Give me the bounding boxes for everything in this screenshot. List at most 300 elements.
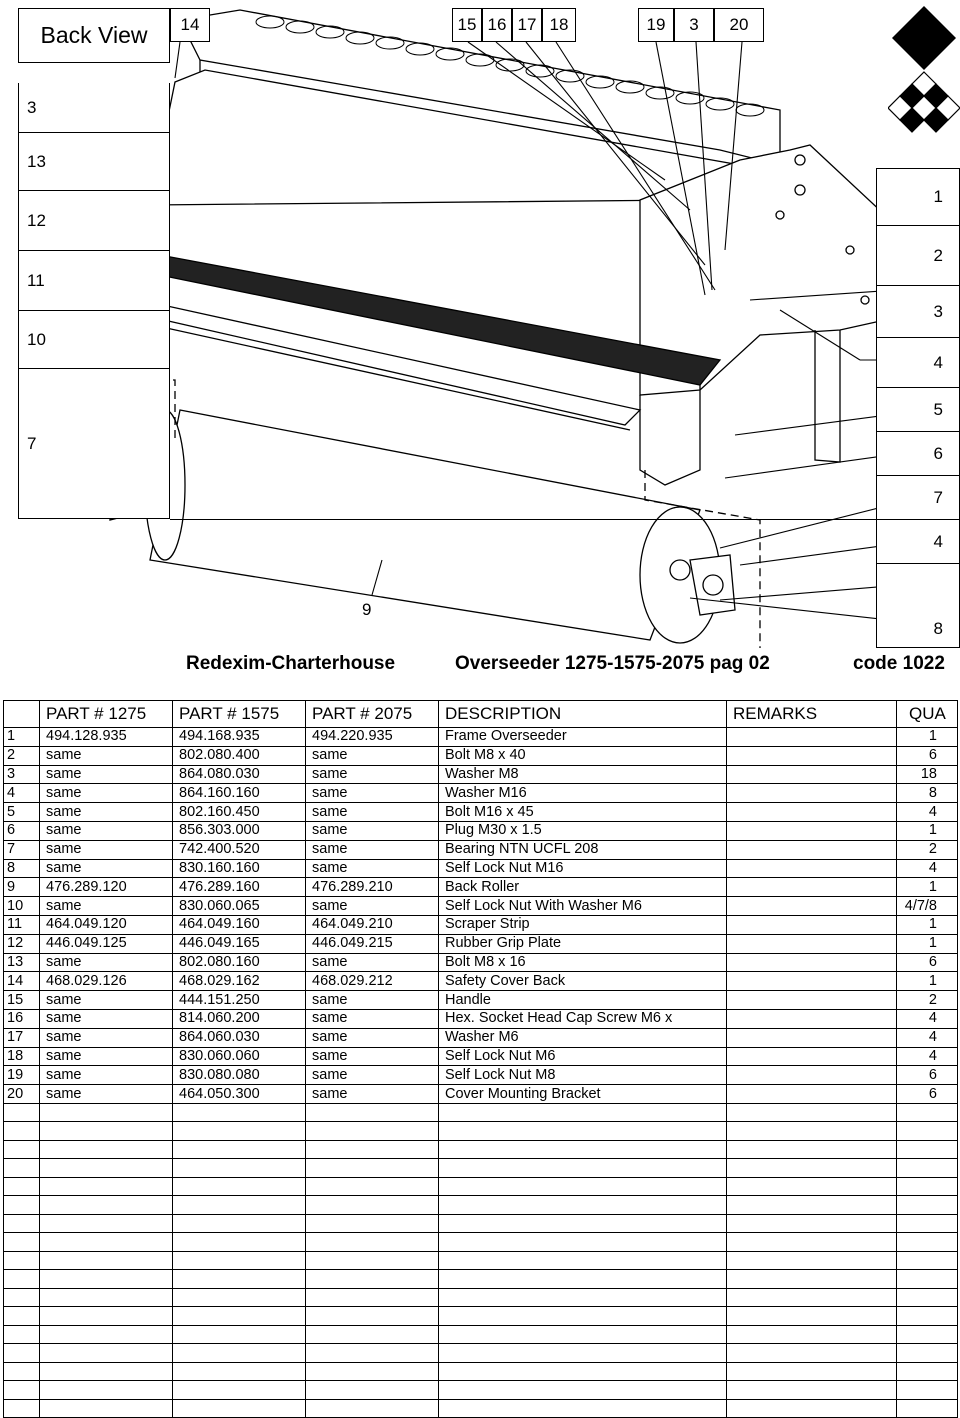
table-cell-p1275: same [40, 1085, 173, 1104]
empty-table-row [4, 1288, 958, 1307]
table-row [4, 1085, 958, 1104]
table-cell-qty: 6 [897, 953, 958, 972]
callout-label: 11 [18, 251, 170, 311]
empty-cell [439, 1122, 727, 1141]
callout-label: 14 [170, 8, 210, 42]
empty-cell [727, 1140, 897, 1159]
table-cell-desc: Washer M16 [439, 784, 727, 803]
empty-cell [4, 1288, 40, 1307]
empty-cell [306, 1122, 439, 1141]
table-cell-remarks [727, 1066, 897, 1085]
empty-cell [173, 1140, 306, 1159]
callout-label: 17 [512, 8, 542, 42]
empty-cell [897, 1270, 958, 1289]
empty-cell [439, 1214, 727, 1233]
empty-cell [306, 1177, 439, 1196]
table-row [4, 915, 958, 934]
empty-cell [897, 1251, 958, 1270]
column-header-number [4, 701, 40, 728]
table-cell-no: 18 [4, 1047, 40, 1066]
empty-cell [897, 1362, 958, 1381]
callout-label: 9 [170, 519, 876, 648]
empty-cell [40, 1399, 173, 1418]
table-cell-remarks [727, 765, 897, 784]
table-cell-p1275: same [40, 840, 173, 859]
table-cell-remarks [727, 953, 897, 972]
empty-table-row [4, 1251, 958, 1270]
table-row [4, 859, 958, 878]
table-cell-desc: Back Roller [439, 878, 727, 897]
empty-cell [306, 1288, 439, 1307]
table-cell-qty: 6 [897, 746, 958, 765]
table-cell-no: 15 [4, 991, 40, 1010]
callout-label: 7 [876, 476, 960, 520]
document-title: Overseeder 1275-1575-2075 pag 02 [455, 653, 770, 674]
document-header [0, 651, 960, 681]
table-cell-remarks [727, 859, 897, 878]
empty-cell [173, 1344, 306, 1363]
table-cell-no: 10 [4, 897, 40, 916]
callout-label: 13 [18, 133, 170, 191]
table-cell-p1275: same [40, 953, 173, 972]
table-row [4, 746, 958, 765]
column-header: PART # 1575 [173, 701, 306, 728]
table-cell-remarks [727, 803, 897, 822]
empty-cell [439, 1251, 727, 1270]
empty-cell [439, 1344, 727, 1363]
empty-table-row [4, 1344, 958, 1363]
table-cell-p2075: same [306, 1066, 439, 1085]
parts-table-body [4, 728, 958, 1418]
document-code: code 1022 [853, 653, 945, 674]
empty-cell [4, 1103, 40, 1122]
empty-cell [727, 1159, 897, 1178]
callout-label: 2 [876, 226, 960, 286]
table-cell-p1575: 864.080.030 [173, 765, 306, 784]
exploded-view-drawing [0, 0, 960, 648]
callout-label: 15 [452, 8, 482, 42]
table-cell-qty: 4/7/8 [897, 897, 958, 916]
empty-cell [439, 1159, 727, 1178]
table-cell-qty: 1 [897, 878, 958, 897]
table-row [4, 765, 958, 784]
empty-cell [727, 1325, 897, 1344]
table-cell-p2075: same [306, 803, 439, 822]
empty-cell [727, 1233, 897, 1252]
callout-label: 20 [714, 8, 764, 42]
table-cell-qty: 4 [897, 1009, 958, 1028]
empty-cell [4, 1362, 40, 1381]
column-header: PART # 2075 [306, 701, 439, 728]
table-cell-p1575: 742.400.520 [173, 840, 306, 859]
table-cell-desc: Self Lock Nut With Washer M6 [439, 897, 727, 916]
table-cell-no: 6 [4, 821, 40, 840]
table-cell-qty: 6 [897, 1066, 958, 1085]
table-cell-desc: Safety Cover Back [439, 972, 727, 991]
table-cell-p1575: 830.060.060 [173, 1047, 306, 1066]
callout-label: 19 [638, 8, 674, 42]
table-cell-desc: Washer M6 [439, 1028, 727, 1047]
table-cell-no: 5 [4, 803, 40, 822]
table-cell-qty: 1 [897, 821, 958, 840]
table-cell-qty: 2 [897, 840, 958, 859]
empty-cell [897, 1159, 958, 1178]
table-row [4, 878, 958, 897]
table-cell-p1275: 464.049.120 [40, 915, 173, 934]
callout-label: 16 [482, 8, 512, 42]
empty-cell [727, 1103, 897, 1122]
empty-cell [897, 1325, 958, 1344]
table-cell-qty: 1 [897, 915, 958, 934]
empty-cell [727, 1251, 897, 1270]
table-row [4, 728, 958, 747]
empty-table-row [4, 1325, 958, 1344]
table-cell-no: 11 [4, 915, 40, 934]
empty-cell [439, 1103, 727, 1122]
table-cell-p1275: same [40, 1047, 173, 1066]
table-cell-p2075: same [306, 991, 439, 1010]
empty-cell [727, 1214, 897, 1233]
column-header: DESCRIPTION [439, 701, 727, 728]
empty-cell [897, 1381, 958, 1400]
table-cell-p2075: same [306, 1028, 439, 1047]
callout-label: 10 [18, 311, 170, 369]
empty-cell [727, 1307, 897, 1326]
table-cell-remarks [727, 746, 897, 765]
table-cell-no: 12 [4, 934, 40, 953]
empty-cell [897, 1307, 958, 1326]
table-cell-p1575: 494.168.935 [173, 728, 306, 747]
table-row [4, 934, 958, 953]
empty-cell [306, 1344, 439, 1363]
table-cell-p1275: same [40, 784, 173, 803]
empty-cell [40, 1307, 173, 1326]
empty-cell [173, 1103, 306, 1122]
table-cell-desc: Self Lock Nut M16 [439, 859, 727, 878]
empty-cell [40, 1159, 173, 1178]
table-cell-p1275: same [40, 746, 173, 765]
table-cell-p1275: 468.029.126 [40, 972, 173, 991]
empty-cell [4, 1399, 40, 1418]
empty-cell [40, 1251, 173, 1270]
empty-cell [173, 1381, 306, 1400]
empty-cell [727, 1399, 897, 1418]
table-cell-desc: Washer M8 [439, 765, 727, 784]
table-cell-remarks [727, 915, 897, 934]
empty-cell [40, 1362, 173, 1381]
table-cell-desc: Handle [439, 991, 727, 1010]
empty-cell [4, 1325, 40, 1344]
table-cell-p1575: 444.151.250 [173, 991, 306, 1010]
table-row [4, 803, 958, 822]
table-cell-no: 17 [4, 1028, 40, 1047]
table-cell-desc: Self Lock Nut M8 [439, 1066, 727, 1085]
empty-cell [306, 1307, 439, 1326]
empty-cell [173, 1233, 306, 1252]
empty-cell [897, 1214, 958, 1233]
table-cell-remarks [727, 1085, 897, 1104]
empty-cell [306, 1196, 439, 1215]
table-cell-p1575: 856.303.000 [173, 821, 306, 840]
table-row [4, 953, 958, 972]
empty-cell [897, 1140, 958, 1159]
empty-cell [439, 1233, 727, 1252]
empty-cell [40, 1214, 173, 1233]
empty-cell [727, 1177, 897, 1196]
table-cell-remarks [727, 784, 897, 803]
column-header: QUA [897, 701, 958, 728]
empty-cell [4, 1381, 40, 1400]
table-cell-remarks [727, 840, 897, 859]
table-cell-remarks [727, 821, 897, 840]
empty-cell [173, 1325, 306, 1344]
table-cell-p2075: 476.289.210 [306, 878, 439, 897]
empty-cell [439, 1270, 727, 1289]
table-cell-p2075: same [306, 784, 439, 803]
callout-label: 4 [876, 520, 960, 564]
table-cell-desc: Bearing NTN UCFL 208 [439, 840, 727, 859]
table-cell-p1275: same [40, 803, 173, 822]
table-cell-p2075: same [306, 953, 439, 972]
table-cell-desc: Bolt M8 x 16 [439, 953, 727, 972]
empty-cell [306, 1325, 439, 1344]
company-logo [888, 4, 960, 134]
table-cell-p2075: same [306, 765, 439, 784]
table-cell-p1275: same [40, 897, 173, 916]
empty-cell [439, 1307, 727, 1326]
table-cell-p2075: same [306, 859, 439, 878]
table-cell-qty: 4 [897, 803, 958, 822]
table-cell-no: 2 [4, 746, 40, 765]
table-cell-qty: 1 [897, 728, 958, 747]
table-row [4, 1066, 958, 1085]
table-cell-p2075: 494.220.935 [306, 728, 439, 747]
table-cell-qty: 6 [897, 1085, 958, 1104]
column-header: REMARKS [727, 701, 897, 728]
empty-cell [40, 1196, 173, 1215]
empty-cell [306, 1362, 439, 1381]
empty-cell [439, 1196, 727, 1215]
table-row [4, 991, 958, 1010]
empty-cell [897, 1122, 958, 1141]
empty-cell [439, 1177, 727, 1196]
table-cell-p1275: same [40, 821, 173, 840]
table-cell-p2075: same [306, 1009, 439, 1028]
table-row [4, 1009, 958, 1028]
table-cell-remarks [727, 878, 897, 897]
table-cell-no: 16 [4, 1009, 40, 1028]
table-cell-p1575: 864.060.030 [173, 1028, 306, 1047]
table-cell-p2075: same [306, 1047, 439, 1066]
callout-label: 3 [876, 286, 960, 338]
empty-cell [4, 1307, 40, 1326]
table-cell-p1275: 476.289.120 [40, 878, 173, 897]
empty-table-row [4, 1270, 958, 1289]
empty-cell [727, 1196, 897, 1215]
empty-cell [727, 1122, 897, 1141]
table-cell-desc: Cover Mounting Bracket [439, 1085, 727, 1104]
empty-cell [897, 1233, 958, 1252]
empty-cell [439, 1362, 727, 1381]
table-cell-p2075: same [306, 821, 439, 840]
table-cell-p1575: 830.080.080 [173, 1066, 306, 1085]
empty-cell [173, 1177, 306, 1196]
table-cell-no: 4 [4, 784, 40, 803]
callout-label: 5 [876, 388, 960, 432]
empty-cell [173, 1288, 306, 1307]
table-cell-remarks [727, 1028, 897, 1047]
empty-cell [40, 1344, 173, 1363]
callout-label: 7 [18, 369, 170, 519]
table-cell-qty: 4 [897, 859, 958, 878]
empty-table-row [4, 1177, 958, 1196]
empty-cell [897, 1288, 958, 1307]
table-cell-p1575: 476.289.160 [173, 878, 306, 897]
empty-cell [306, 1214, 439, 1233]
empty-cell [727, 1381, 897, 1400]
empty-cell [306, 1233, 439, 1252]
empty-cell [4, 1214, 40, 1233]
empty-cell [897, 1399, 958, 1418]
empty-cell [306, 1251, 439, 1270]
table-cell-desc: Plug M30 x 1.5 [439, 821, 727, 840]
empty-cell [173, 1307, 306, 1326]
empty-table-row [4, 1381, 958, 1400]
empty-cell [173, 1196, 306, 1215]
empty-cell [897, 1103, 958, 1122]
empty-cell [439, 1381, 727, 1400]
empty-cell [4, 1196, 40, 1215]
table-cell-p1575: 814.060.200 [173, 1009, 306, 1028]
table-cell-no: 20 [4, 1085, 40, 1104]
table-cell-remarks [727, 934, 897, 953]
empty-cell [4, 1233, 40, 1252]
parts-table [3, 700, 958, 1418]
empty-cell [4, 1177, 40, 1196]
empty-table-row [4, 1122, 958, 1141]
empty-cell [306, 1103, 439, 1122]
table-row [4, 821, 958, 840]
callout-label: 3 [674, 8, 714, 42]
table-cell-p1575: 802.080.400 [173, 746, 306, 765]
view-title: Back View [18, 8, 170, 63]
table-cell-p1575: 464.050.300 [173, 1085, 306, 1104]
table-cell-p1575: 864.160.160 [173, 784, 306, 803]
table-cell-desc: Self Lock Nut M6 [439, 1047, 727, 1066]
table-cell-p1275: same [40, 1066, 173, 1085]
empty-cell [40, 1140, 173, 1159]
table-cell-p1275: same [40, 859, 173, 878]
table-cell-p1275: same [40, 1009, 173, 1028]
empty-cell [4, 1140, 40, 1159]
empty-cell [40, 1325, 173, 1344]
empty-table-row [4, 1233, 958, 1252]
table-cell-desc: Rubber Grip Plate [439, 934, 727, 953]
table-row [4, 840, 958, 859]
table-cell-desc: Bolt M16 x 45 [439, 803, 727, 822]
table-cell-desc: Hex. Socket Head Cap Screw M6 x [439, 1009, 727, 1028]
table-cell-p1575: 830.160.160 [173, 859, 306, 878]
callout-label: 18 [542, 8, 576, 42]
empty-cell [173, 1122, 306, 1141]
empty-cell [4, 1251, 40, 1270]
table-cell-p1575: 468.029.162 [173, 972, 306, 991]
table-cell-qty: 1 [897, 934, 958, 953]
empty-cell [897, 1196, 958, 1215]
table-cell-p2075: 468.029.212 [306, 972, 439, 991]
empty-cell [40, 1288, 173, 1307]
empty-cell [439, 1288, 727, 1307]
table-cell-no: 14 [4, 972, 40, 991]
table-cell-qty: 8 [897, 784, 958, 803]
empty-cell [727, 1288, 897, 1307]
empty-table-row [4, 1140, 958, 1159]
empty-cell [40, 1381, 173, 1400]
empty-cell [439, 1399, 727, 1418]
table-cell-p1275: 494.128.935 [40, 728, 173, 747]
table-cell-p2075: same [306, 897, 439, 916]
table-cell-p1575: 802.080.160 [173, 953, 306, 972]
table-cell-p1575: 464.049.160 [173, 915, 306, 934]
table-cell-no: 19 [4, 1066, 40, 1085]
table-cell-p1575: 802.160.450 [173, 803, 306, 822]
table-cell-qty: 18 [897, 765, 958, 784]
table-cell-desc: Scraper Strip [439, 915, 727, 934]
table-cell-qty: 2 [897, 991, 958, 1010]
empty-cell [173, 1399, 306, 1418]
table-cell-p1275: same [40, 991, 173, 1010]
empty-cell [173, 1362, 306, 1381]
table-row [4, 1028, 958, 1047]
empty-cell [40, 1177, 173, 1196]
table-cell-remarks [727, 897, 897, 916]
table-header-row [4, 701, 958, 728]
company-name: Redexim-Charterhouse [186, 653, 396, 674]
empty-table-row [4, 1196, 958, 1215]
empty-cell [40, 1122, 173, 1141]
empty-table-row [4, 1307, 958, 1326]
table-cell-p1575: 446.049.165 [173, 934, 306, 953]
table-row [4, 897, 958, 916]
empty-cell [173, 1251, 306, 1270]
callout-label: 6 [876, 432, 960, 476]
table-cell-p2075: same [306, 840, 439, 859]
table-cell-p2075: 446.049.215 [306, 934, 439, 953]
empty-table-row [4, 1214, 958, 1233]
table-cell-remarks [727, 728, 897, 747]
table-row [4, 784, 958, 803]
callout-label: 12 [18, 191, 170, 251]
table-row [4, 972, 958, 991]
table-cell-no: 13 [4, 953, 40, 972]
empty-cell [4, 1159, 40, 1178]
empty-table-row [4, 1399, 958, 1418]
table-cell-qty: 4 [897, 1047, 958, 1066]
table-cell-p2075: 464.049.210 [306, 915, 439, 934]
empty-cell [306, 1159, 439, 1178]
empty-cell [4, 1344, 40, 1363]
column-header: PART # 1275 [40, 701, 173, 728]
empty-cell [40, 1270, 173, 1289]
empty-cell [306, 1270, 439, 1289]
empty-cell [306, 1140, 439, 1159]
empty-cell [727, 1344, 897, 1363]
table-cell-no: 3 [4, 765, 40, 784]
empty-table-row [4, 1362, 958, 1381]
table-cell-no: 9 [4, 878, 40, 897]
empty-cell [897, 1344, 958, 1363]
table-cell-qty: 4 [897, 1028, 958, 1047]
